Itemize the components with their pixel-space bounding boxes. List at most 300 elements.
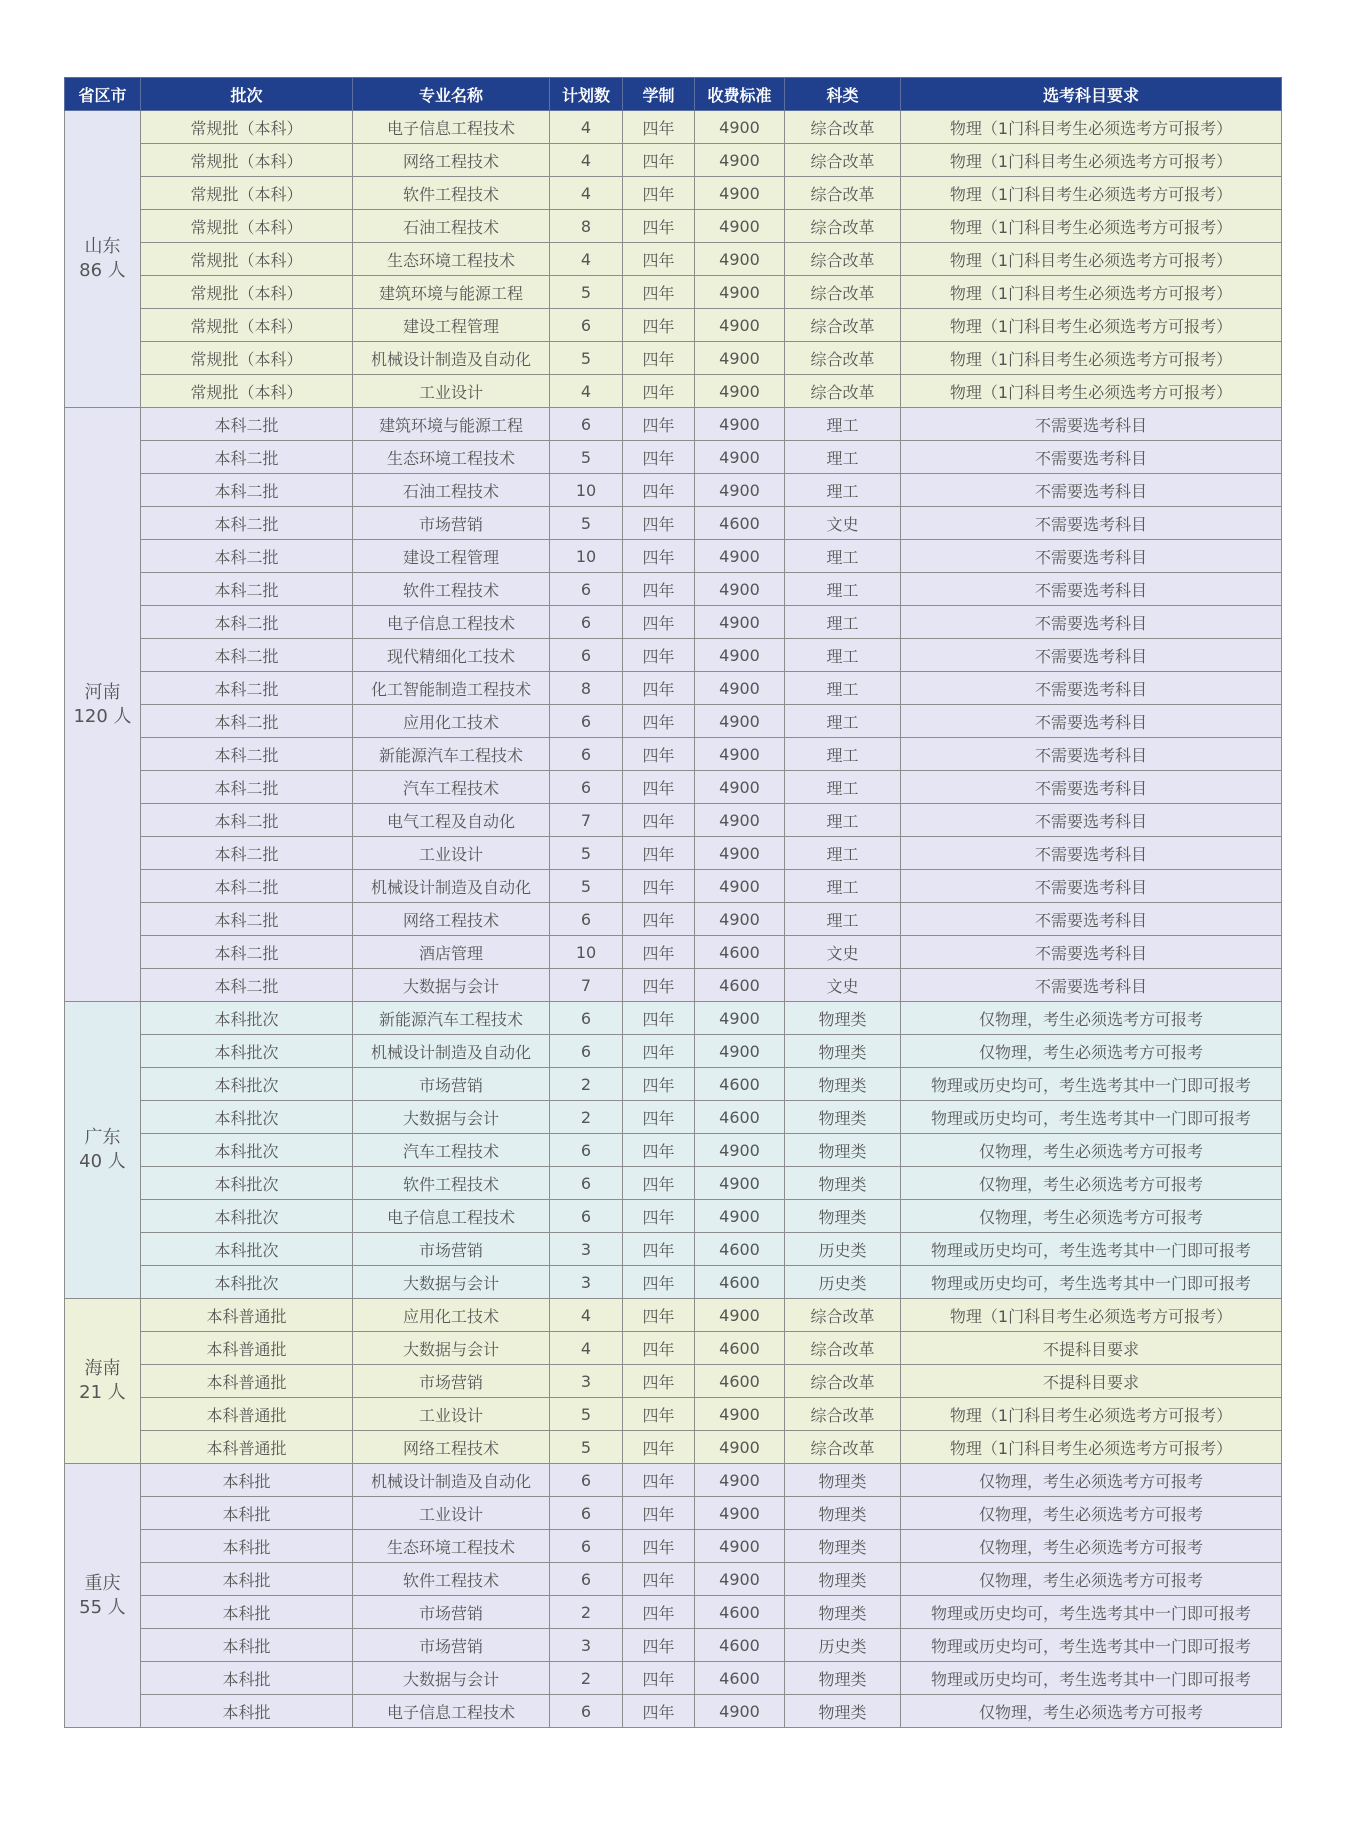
duration-cell: 四年 xyxy=(623,1530,695,1563)
duration-cell: 四年 xyxy=(623,1332,695,1365)
table-row xyxy=(65,441,1282,474)
fee-cell: 4900 xyxy=(695,1167,785,1200)
category-cell: 文史 xyxy=(785,507,901,540)
table-row xyxy=(65,804,1282,837)
table-row xyxy=(65,837,1282,870)
category-cell: 物理类 xyxy=(785,1464,901,1497)
category-cell: 理工 xyxy=(785,738,901,771)
plan-count-cell: 6 xyxy=(550,1035,623,1068)
major-name-cell: 应用化工技术 xyxy=(353,1299,550,1332)
duration-cell: 四年 xyxy=(623,408,695,441)
duration-cell: 四年 xyxy=(623,1431,695,1464)
plan-count-cell: 6 xyxy=(550,1167,623,1200)
major-name-cell: 化工智能制造工程技术 xyxy=(353,672,550,705)
duration-cell: 四年 xyxy=(623,639,695,672)
fee-cell: 4900 xyxy=(695,1563,785,1596)
duration-cell: 四年 xyxy=(623,243,695,276)
major-name-cell: 机械设计制造及自动化 xyxy=(353,342,550,375)
duration-cell: 四年 xyxy=(623,375,695,408)
subject-requirement-cell: 物理或历史均可，考生选考其中一门即可报考 xyxy=(901,1266,1282,1299)
subject-requirement-cell: 不需要选考科目 xyxy=(901,771,1282,804)
subject-requirement-cell: 仅物理，考生必须选考方可报考 xyxy=(901,1464,1282,1497)
category-cell: 理工 xyxy=(785,474,901,507)
header-duration: 学制 xyxy=(623,78,695,111)
major-name-cell: 石油工程技术 xyxy=(353,474,550,507)
plan-count-cell: 6 xyxy=(550,771,623,804)
major-name-cell: 石油工程技术 xyxy=(353,210,550,243)
batch-cell: 本科批次 xyxy=(141,1233,353,1266)
major-name-cell: 机械设计制造及自动化 xyxy=(353,1035,550,1068)
header-province: 省区市 xyxy=(65,78,141,111)
major-name-cell: 软件工程技术 xyxy=(353,177,550,210)
plan-count-cell: 5 xyxy=(550,1398,623,1431)
subject-requirement-cell: 仅物理，考生必须选考方可报考 xyxy=(901,1035,1282,1068)
plan-count-cell: 6 xyxy=(550,1200,623,1233)
table-row xyxy=(65,870,1282,903)
category-cell: 历史类 xyxy=(785,1629,901,1662)
fee-cell: 4900 xyxy=(695,474,785,507)
fee-cell: 4900 xyxy=(695,606,785,639)
table-row xyxy=(65,1365,1282,1398)
subject-requirement-cell: 仅物理，考生必须选考方可报考 xyxy=(901,1530,1282,1563)
major-name-cell: 市场营销 xyxy=(353,1233,550,1266)
subject-requirement-cell: 仅物理，考生必须选考方可报考 xyxy=(901,1200,1282,1233)
category-cell: 综合改革 xyxy=(785,309,901,342)
category-cell: 物理类 xyxy=(785,1563,901,1596)
plan-count-cell: 4 xyxy=(550,144,623,177)
major-name-cell: 网络工程技术 xyxy=(353,144,550,177)
major-name-cell: 生态环境工程技术 xyxy=(353,1530,550,1563)
fee-cell: 4900 xyxy=(695,1200,785,1233)
batch-cell: 常规批（本科） xyxy=(141,276,353,309)
fee-cell: 4900 xyxy=(695,771,785,804)
batch-cell: 本科普通批 xyxy=(141,1398,353,1431)
duration-cell: 四年 xyxy=(623,177,695,210)
batch-cell: 本科批次 xyxy=(141,1167,353,1200)
table-row xyxy=(65,276,1282,309)
duration-cell: 四年 xyxy=(623,837,695,870)
table-row xyxy=(65,111,1282,144)
category-cell: 综合改革 xyxy=(785,1299,901,1332)
duration-cell: 四年 xyxy=(623,441,695,474)
category-cell: 物理类 xyxy=(785,1200,901,1233)
table-row xyxy=(65,1299,1282,1332)
subject-requirement-cell: 物理（1门科目考生必须选考方可报考） xyxy=(901,309,1282,342)
table-row xyxy=(65,309,1282,342)
table-row xyxy=(65,1200,1282,1233)
plan-count-cell: 6 xyxy=(550,639,623,672)
major-name-cell: 网络工程技术 xyxy=(353,1431,550,1464)
batch-cell: 本科二批 xyxy=(141,573,353,606)
major-name-cell: 新能源汽车工程技术 xyxy=(353,1002,550,1035)
table-row xyxy=(65,1035,1282,1068)
subject-requirement-cell: 物理或历史均可，考生选考其中一门即可报考 xyxy=(901,1068,1282,1101)
fee-cell: 4900 xyxy=(695,111,785,144)
table-row xyxy=(65,342,1282,375)
category-cell: 综合改革 xyxy=(785,111,901,144)
header-major: 专业名称 xyxy=(353,78,550,111)
subject-requirement-cell: 不需要选考科目 xyxy=(901,705,1282,738)
duration-cell: 四年 xyxy=(623,276,695,309)
major-name-cell: 建筑环境与能源工程 xyxy=(353,276,550,309)
subject-requirement-cell: 不需要选考科目 xyxy=(901,639,1282,672)
subject-requirement-cell: 仅物理，考生必须选考方可报考 xyxy=(901,1497,1282,1530)
batch-cell: 本科二批 xyxy=(141,804,353,837)
table-row xyxy=(65,1332,1282,1365)
category-cell: 物理类 xyxy=(785,1035,901,1068)
plan-count-cell: 6 xyxy=(550,705,623,738)
fee-cell: 4600 xyxy=(695,1266,785,1299)
fee-cell: 4900 xyxy=(695,903,785,936)
subject-requirement-cell: 物理（1门科目考生必须选考方可报考） xyxy=(901,144,1282,177)
major-name-cell: 电子信息工程技术 xyxy=(353,606,550,639)
fee-cell: 4600 xyxy=(695,969,785,1002)
batch-cell: 本科二批 xyxy=(141,672,353,705)
category-cell: 理工 xyxy=(785,903,901,936)
header-batch: 批次 xyxy=(141,78,353,111)
duration-cell: 四年 xyxy=(623,1398,695,1431)
duration-cell: 四年 xyxy=(623,342,695,375)
plan-count-cell: 10 xyxy=(550,474,623,507)
table-row xyxy=(65,1233,1282,1266)
subject-requirement-cell: 不需要选考科目 xyxy=(901,441,1282,474)
batch-cell: 常规批（本科） xyxy=(141,309,353,342)
category-cell: 理工 xyxy=(785,870,901,903)
batch-cell: 本科二批 xyxy=(141,606,353,639)
major-name-cell: 大数据与会计 xyxy=(353,1332,550,1365)
plan-count-cell: 5 xyxy=(550,441,623,474)
table-row xyxy=(65,738,1282,771)
major-name-cell: 生态环境工程技术 xyxy=(353,243,550,276)
batch-cell: 本科普通批 xyxy=(141,1299,353,1332)
plan-count-cell: 2 xyxy=(550,1101,623,1134)
table-header xyxy=(65,78,1282,111)
table-row xyxy=(65,1695,1282,1728)
fee-cell: 4900 xyxy=(695,342,785,375)
major-name-cell: 建筑环境与能源工程 xyxy=(353,408,550,441)
plan-count-cell: 5 xyxy=(550,1431,623,1464)
province-name: 广东 xyxy=(84,1127,121,1148)
duration-cell: 四年 xyxy=(623,1167,695,1200)
category-cell: 理工 xyxy=(785,606,901,639)
province-quota: 21 人 xyxy=(79,1382,126,1403)
province-name: 河南 xyxy=(84,681,121,703)
table-row xyxy=(65,540,1282,573)
batch-cell: 本科二批 xyxy=(141,540,353,573)
subject-requirement-cell: 不需要选考科目 xyxy=(901,738,1282,771)
batch-cell: 本科二批 xyxy=(141,507,353,540)
province-quota: 120 人 xyxy=(73,705,132,727)
table-row xyxy=(65,1101,1282,1134)
major-name-cell: 市场营销 xyxy=(353,507,550,540)
fee-cell: 4600 xyxy=(695,1068,785,1101)
duration-cell: 四年 xyxy=(623,1101,695,1134)
duration-cell: 四年 xyxy=(623,507,695,540)
subject-requirement-cell: 仅物理，考生必须选考方可报考 xyxy=(901,1695,1282,1728)
plan-count-cell: 4 xyxy=(550,177,623,210)
category-cell: 理工 xyxy=(785,837,901,870)
duration-cell: 四年 xyxy=(623,144,695,177)
subject-requirement-cell: 物理（1门科目考生必须选考方可报考） xyxy=(901,1431,1282,1464)
table-row xyxy=(65,210,1282,243)
subject-requirement-cell: 不需要选考科目 xyxy=(901,870,1282,903)
province-cell xyxy=(65,1002,141,1299)
table-row xyxy=(65,573,1282,606)
duration-cell: 四年 xyxy=(623,771,695,804)
subject-requirement-cell: 物理或历史均可，考生选考其中一门即可报考 xyxy=(901,1662,1282,1695)
batch-cell: 本科二批 xyxy=(141,408,353,441)
duration-cell: 四年 xyxy=(623,573,695,606)
batch-cell: 本科二批 xyxy=(141,441,353,474)
duration-cell: 四年 xyxy=(623,1365,695,1398)
major-name-cell: 大数据与会计 xyxy=(353,1101,550,1134)
category-cell: 文史 xyxy=(785,936,901,969)
category-cell: 理工 xyxy=(785,540,901,573)
batch-cell: 本科批次 xyxy=(141,1035,353,1068)
plan-count-cell: 6 xyxy=(550,903,623,936)
table-row xyxy=(65,1530,1282,1563)
plan-count-cell: 6 xyxy=(550,408,623,441)
plan-count-cell: 6 xyxy=(550,1464,623,1497)
major-name-cell: 工业设计 xyxy=(353,1398,550,1431)
plan-count-cell: 6 xyxy=(550,1497,623,1530)
major-name-cell: 市场营销 xyxy=(353,1365,550,1398)
category-cell: 历史类 xyxy=(785,1233,901,1266)
category-cell: 物理类 xyxy=(785,1662,901,1695)
category-cell: 物理类 xyxy=(785,1596,901,1629)
province-quota: 40 人 xyxy=(79,1151,126,1172)
major-name-cell: 电气工程及自动化 xyxy=(353,804,550,837)
fee-cell: 4900 xyxy=(695,243,785,276)
subject-requirement-cell: 不提科目要求 xyxy=(901,1332,1282,1365)
table-row xyxy=(65,903,1282,936)
major-name-cell: 酒店管理 xyxy=(353,936,550,969)
subject-requirement-cell: 不需要选考科目 xyxy=(901,540,1282,573)
duration-cell: 四年 xyxy=(623,540,695,573)
plan-count-cell: 3 xyxy=(550,1233,623,1266)
fee-cell: 4900 xyxy=(695,177,785,210)
plan-count-cell: 4 xyxy=(550,375,623,408)
subject-requirement-cell: 不需要选考科目 xyxy=(901,408,1282,441)
duration-cell: 四年 xyxy=(623,969,695,1002)
category-cell: 理工 xyxy=(785,771,901,804)
header-category: 科类 xyxy=(785,78,901,111)
fee-cell: 4900 xyxy=(695,210,785,243)
table-row xyxy=(65,507,1282,540)
batch-cell: 本科二批 xyxy=(141,936,353,969)
category-cell: 物理类 xyxy=(785,1497,901,1530)
duration-cell: 四年 xyxy=(623,672,695,705)
table-header-row xyxy=(65,78,1282,111)
province-name: 重庆 xyxy=(84,1572,121,1594)
duration-cell: 四年 xyxy=(623,870,695,903)
province-cell xyxy=(65,111,141,408)
duration-cell: 四年 xyxy=(623,111,695,144)
fee-cell: 4900 xyxy=(695,672,785,705)
subject-requirement-cell: 不需要选考科目 xyxy=(901,606,1282,639)
fee-cell: 4600 xyxy=(695,1596,785,1629)
table-row xyxy=(65,1629,1282,1662)
major-name-cell: 汽车工程技术 xyxy=(353,1134,550,1167)
subject-requirement-cell: 物理或历史均可，考生选考其中一门即可报考 xyxy=(901,1629,1282,1662)
province-name: 海南 xyxy=(84,1358,121,1379)
table-row xyxy=(65,705,1282,738)
subject-requirement-cell: 不需要选考科目 xyxy=(901,837,1282,870)
major-name-cell: 市场营销 xyxy=(353,1629,550,1662)
plan-count-cell: 8 xyxy=(550,210,623,243)
category-cell: 综合改革 xyxy=(785,1431,901,1464)
plan-count-cell: 2 xyxy=(550,1596,623,1629)
subject-requirement-cell: 仅物理，考生必须选考方可报考 xyxy=(901,1134,1282,1167)
fee-cell: 4900 xyxy=(695,804,785,837)
plan-count-cell: 2 xyxy=(550,1662,623,1695)
fee-cell: 4900 xyxy=(695,144,785,177)
duration-cell: 四年 xyxy=(623,309,695,342)
category-cell: 理工 xyxy=(785,408,901,441)
duration-cell: 四年 xyxy=(623,1002,695,1035)
plan-count-cell: 3 xyxy=(550,1266,623,1299)
batch-cell: 本科二批 xyxy=(141,639,353,672)
major-name-cell: 机械设计制造及自动化 xyxy=(353,1464,550,1497)
category-cell: 综合改革 xyxy=(785,375,901,408)
subject-requirement-cell: 物理或历史均可，考生选考其中一门即可报考 xyxy=(901,1233,1282,1266)
plan-count-cell: 5 xyxy=(550,507,623,540)
subject-requirement-cell: 不需要选考科目 xyxy=(901,672,1282,705)
category-cell: 物理类 xyxy=(785,1695,901,1728)
header-subject-requirement: 选考科目要求 xyxy=(901,78,1282,111)
major-name-cell: 建设工程管理 xyxy=(353,540,550,573)
batch-cell: 本科二批 xyxy=(141,870,353,903)
fee-cell: 4900 xyxy=(695,1002,785,1035)
enrollment-plan-table xyxy=(64,77,1282,1728)
category-cell: 理工 xyxy=(785,705,901,738)
batch-cell: 本科批 xyxy=(141,1464,353,1497)
duration-cell: 四年 xyxy=(623,1299,695,1332)
duration-cell: 四年 xyxy=(623,804,695,837)
fee-cell: 4900 xyxy=(695,375,785,408)
batch-cell: 本科批 xyxy=(141,1563,353,1596)
category-cell: 文史 xyxy=(785,969,901,1002)
plan-count-cell: 3 xyxy=(550,1629,623,1662)
category-cell: 物理类 xyxy=(785,1068,901,1101)
fee-cell: 4900 xyxy=(695,639,785,672)
province-cell xyxy=(65,1464,141,1728)
header-fee: 收费标准 xyxy=(695,78,785,111)
batch-cell: 本科批次 xyxy=(141,1068,353,1101)
province-quota: 55 人 xyxy=(79,1596,126,1618)
table-row xyxy=(65,408,1282,441)
subject-requirement-cell: 不需要选考科目 xyxy=(901,573,1282,606)
major-name-cell: 网络工程技术 xyxy=(353,903,550,936)
duration-cell: 四年 xyxy=(623,1266,695,1299)
fee-cell: 4900 xyxy=(695,1398,785,1431)
plan-count-cell: 6 xyxy=(550,606,623,639)
fee-cell: 4900 xyxy=(695,441,785,474)
major-name-cell: 应用化工技术 xyxy=(353,705,550,738)
duration-cell: 四年 xyxy=(623,903,695,936)
fee-cell: 4900 xyxy=(695,837,785,870)
table-row xyxy=(65,144,1282,177)
major-name-cell: 工业设计 xyxy=(353,375,550,408)
subject-requirement-cell: 不需要选考科目 xyxy=(901,903,1282,936)
batch-cell: 本科二批 xyxy=(141,771,353,804)
fee-cell: 4900 xyxy=(695,1530,785,1563)
province-cell xyxy=(65,408,141,1002)
subject-requirement-cell: 物理（1门科目考生必须选考方可报考） xyxy=(901,276,1282,309)
batch-cell: 常规批（本科） xyxy=(141,342,353,375)
table-row xyxy=(65,1068,1282,1101)
table-row xyxy=(65,1662,1282,1695)
province-name: 山东 xyxy=(84,236,121,257)
subject-requirement-cell: 物理（1门科目考生必须选考方可报考） xyxy=(901,243,1282,276)
subject-requirement-cell: 仅物理，考生必须选考方可报考 xyxy=(901,1002,1282,1035)
fee-cell: 4900 xyxy=(695,870,785,903)
table-row xyxy=(65,177,1282,210)
fee-cell: 4900 xyxy=(695,738,785,771)
major-name-cell: 软件工程技术 xyxy=(353,573,550,606)
category-cell: 物理类 xyxy=(785,1530,901,1563)
plan-count-cell: 5 xyxy=(550,837,623,870)
major-name-cell: 电子信息工程技术 xyxy=(353,111,550,144)
category-cell: 历史类 xyxy=(785,1266,901,1299)
plan-count-cell: 4 xyxy=(550,111,623,144)
fee-cell: 4900 xyxy=(695,540,785,573)
duration-cell: 四年 xyxy=(623,1233,695,1266)
table-row xyxy=(65,1563,1282,1596)
major-name-cell: 软件工程技术 xyxy=(353,1167,550,1200)
duration-cell: 四年 xyxy=(623,1134,695,1167)
batch-cell: 本科批次 xyxy=(141,1266,353,1299)
table-row xyxy=(65,606,1282,639)
table-row xyxy=(65,1167,1282,1200)
category-cell: 理工 xyxy=(785,672,901,705)
plan-count-cell: 6 xyxy=(550,573,623,606)
plan-count-cell: 10 xyxy=(550,936,623,969)
major-name-cell: 工业设计 xyxy=(353,837,550,870)
batch-cell: 常规批（本科） xyxy=(141,210,353,243)
batch-cell: 常规批（本科） xyxy=(141,177,353,210)
category-cell: 综合改革 xyxy=(785,210,901,243)
plan-count-cell: 7 xyxy=(550,969,623,1002)
duration-cell: 四年 xyxy=(623,1629,695,1662)
subject-requirement-cell: 物理（1门科目考生必须选考方可报考） xyxy=(901,210,1282,243)
subject-requirement-cell: 仅物理，考生必须选考方可报考 xyxy=(901,1563,1282,1596)
major-name-cell: 机械设计制造及自动化 xyxy=(353,870,550,903)
batch-cell: 常规批（本科） xyxy=(141,375,353,408)
plan-count-cell: 5 xyxy=(550,342,623,375)
fee-cell: 4600 xyxy=(695,507,785,540)
category-cell: 理工 xyxy=(785,573,901,606)
plan-count-cell: 4 xyxy=(550,243,623,276)
subject-requirement-cell: 物理（1门科目考生必须选考方可报考） xyxy=(901,1299,1282,1332)
category-cell: 综合改革 xyxy=(785,1398,901,1431)
subject-requirement-cell: 仅物理，考生必须选考方可报考 xyxy=(901,1167,1282,1200)
plan-count-cell: 4 xyxy=(550,1299,623,1332)
duration-cell: 四年 xyxy=(623,1068,695,1101)
table-row xyxy=(65,1398,1282,1431)
plan-count-cell: 8 xyxy=(550,672,623,705)
batch-cell: 本科批 xyxy=(141,1530,353,1563)
batch-cell: 本科二批 xyxy=(141,738,353,771)
batch-cell: 本科二批 xyxy=(141,705,353,738)
major-name-cell: 现代精细化工技术 xyxy=(353,639,550,672)
duration-cell: 四年 xyxy=(623,1497,695,1530)
fee-cell: 4600 xyxy=(695,1332,785,1365)
subject-requirement-cell: 不需要选考科目 xyxy=(901,507,1282,540)
plan-count-cell: 6 xyxy=(550,738,623,771)
fee-cell: 4900 xyxy=(695,1695,785,1728)
fee-cell: 4900 xyxy=(695,1299,785,1332)
